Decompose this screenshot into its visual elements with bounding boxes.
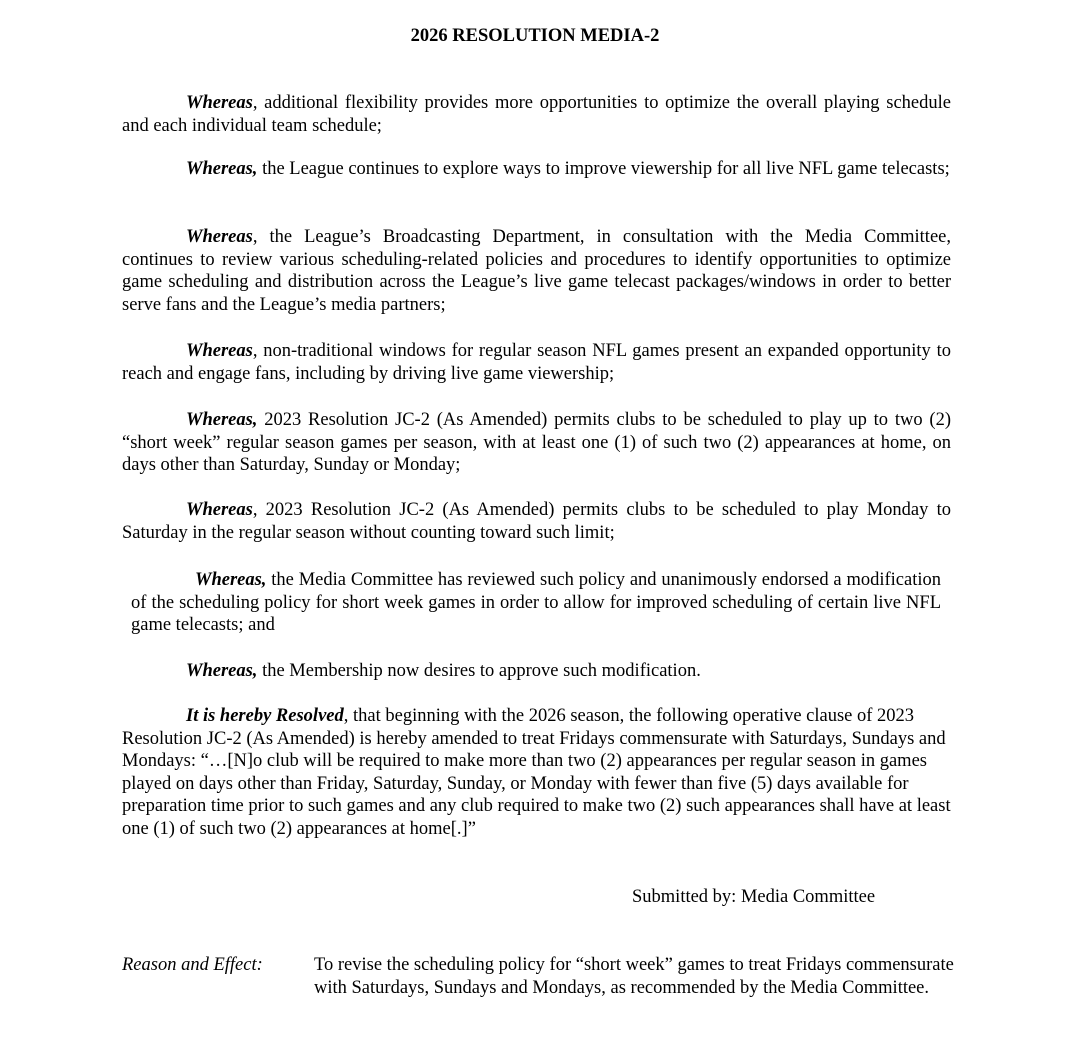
whereas-text: the Media Committee has reviewed such policy and unanimously endorsed a modification of the scheduling policy for short week games in order to allow for improved scheduling of certain live NFL game telecasts; and xyxy=(131,570,941,635)
whereas-lead: Whereas, xyxy=(195,570,267,590)
whereas-lead: Whereas xyxy=(186,341,253,361)
whereas-paragraph-5 xyxy=(122,409,951,477)
whereas-paragraph-6 xyxy=(122,499,951,544)
resolved-paragraph xyxy=(122,705,951,840)
whereas-lead: Whereas, xyxy=(186,661,258,681)
whereas-paragraph-3 xyxy=(122,226,951,316)
reason-and-effect-text: To revise the scheduling policy for “short week” games to treat Fridays commensurate with Saturdays, Sundays and Mondays, as recommended by the Media Committee. xyxy=(314,955,954,998)
whereas-paragraph-1 xyxy=(122,92,951,137)
whereas-paragraph-2 xyxy=(122,158,951,181)
resolved-text: , that beginning with the 2026 season, the following operative clause of 2023 Resolution JC-2 (As Amended) is hereby amended to treat Fridays commensurate with Saturdays, Sundays and Mondays: “…[N]o club will be required to make more than two (2) appearances per regular season in games played on days other than Friday, Saturday, Sunday, or Monday with fewer than five (5) days available for preparation time prior to such games and any club required to make two (2) such appearances shall have at least one (1) of such two (2) appearances at home[.]” xyxy=(122,706,951,839)
whereas-text: the League continues to explore ways to improve viewership for all live NFL game telecasts; xyxy=(257,159,950,179)
whereas-paragraph-7 xyxy=(131,569,941,637)
whereas-text: , 2023 Resolution JC-2 (As Amended) permits clubs to be scheduled to play Monday to Saturday in the regular season without counting toward such limit; xyxy=(122,500,951,543)
whereas-lead: Whereas xyxy=(186,93,253,113)
whereas-text: , non-traditional windows for regular season NFL games present an expanded opportunity to reach and engage fans, including by driving live game viewership; xyxy=(122,341,951,384)
whereas-lead: Whereas, xyxy=(186,159,258,179)
whereas-lead: Whereas xyxy=(186,500,253,520)
whereas-text: 2023 Resolution JC-2 (As Amended) permits clubs to be scheduled to play up to two (2) “short week” regular season games per season, with at least one (1) of such two (2) appearances at home, on days other than Saturday, Sunday or Monday; xyxy=(122,410,951,475)
submitted-by: Submitted by: Media Committee xyxy=(632,887,876,907)
whereas-lead: Whereas, xyxy=(186,410,258,430)
resolved-lead: It is hereby Resolved xyxy=(186,706,344,726)
reason-and-effect-label: Reason and Effect: xyxy=(122,955,263,975)
whereas-text: the Membership now desires to approve such modification. xyxy=(257,661,701,681)
whereas-text: , the League’s Broadcasting Department, in consultation with the Media Committee, continues to review various scheduling-related policies and procedures to identify opportunities to optimize game scheduling and distribution across the League’s live game telecast packages/windows in order to better serve fans and the League’s media partners; xyxy=(122,227,951,315)
whereas-paragraph-4 xyxy=(122,340,951,385)
whereas-text: , additional flexibility provides more opportunities to optimize the overall playing schedule and each individual team schedule; xyxy=(122,93,951,136)
resolution-title: 2026 RESOLUTION MEDIA-2 xyxy=(410,26,660,46)
whereas-paragraph-8 xyxy=(122,660,951,683)
whereas-lead: Whereas xyxy=(186,227,253,247)
